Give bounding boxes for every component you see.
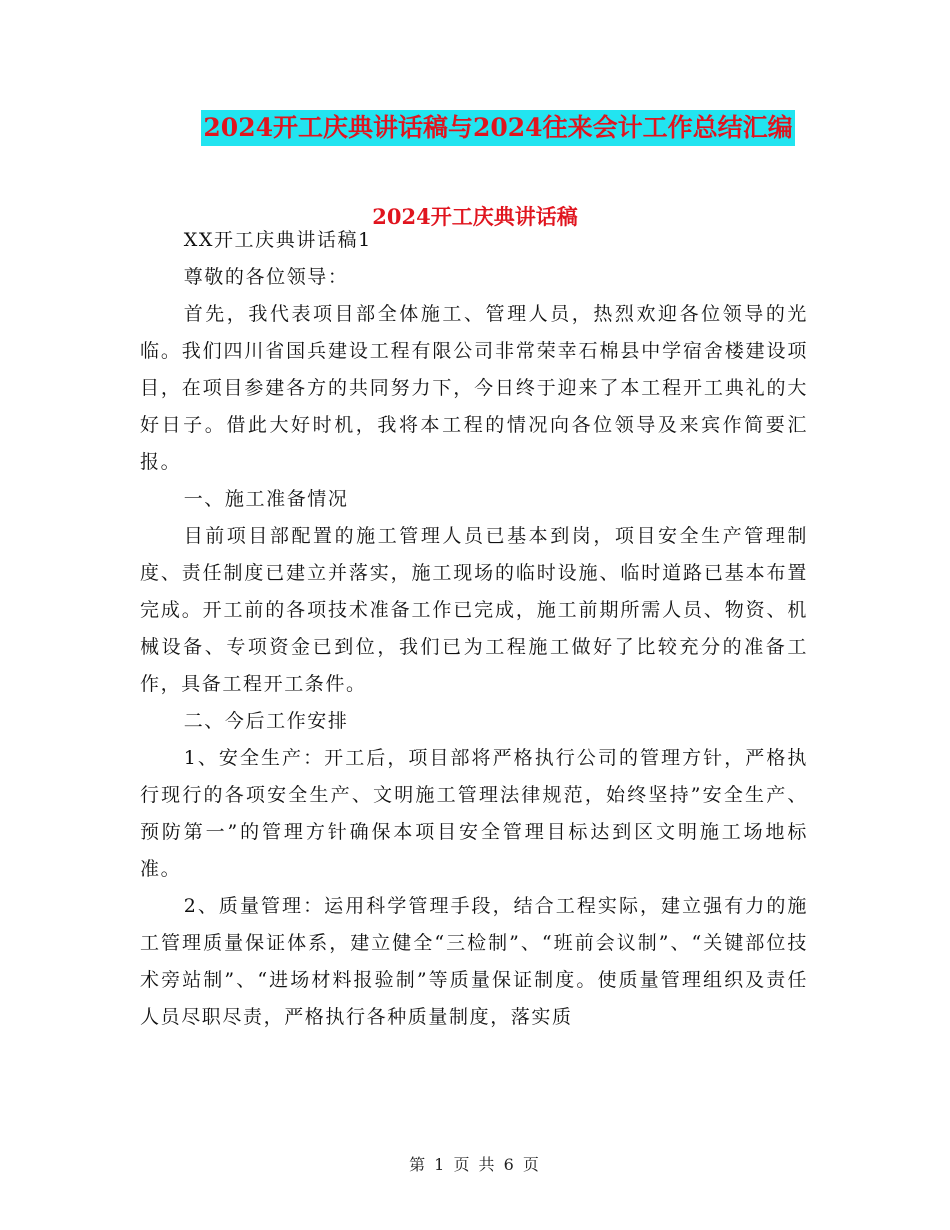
document-title-wrapper bbox=[0, 110, 950, 146]
paragraph: 1、安全生产：开工后，项目部将严格执行公司的管理方针，严格执行现行的各项安全生产、文明施工管理法律规范，始终坚持”安全生产、预防第一”的管理方针确保本项目安全管理目标达到区文明施工场地标准。 bbox=[140, 747, 808, 880]
section-title: 2024开工庆典讲话稿 bbox=[372, 204, 578, 229]
paragraph: 二、今后工作安排 bbox=[183, 710, 349, 732]
paragraph: XX开工庆典讲话稿1 bbox=[183, 229, 372, 251]
paragraph: 尊敬的各位领导： bbox=[183, 266, 349, 288]
paragraph: 首先，我代表项目部全体施工、管理人员，热烈欢迎各位领导的光临。我们四川省国兵建设工程有限公司非常荣幸石棉县中学宿舍楼建设项目，在项目参建各方的共同努力下，今日终于迎来了本工程开工典礼的大好日子。借此大好时机，我将本工程的情况向各位领导及来宾作简要汇报。 bbox=[140, 303, 808, 473]
page-footer: 第 1 页 共 6 页 bbox=[409, 1155, 541, 1174]
paragraph: 2、质量管理：运用科学管理手段，结合工程实际，建立强有力的施工管理质量保证体系，建立健全“三检制”、“班前会议制”、“关键部位技术旁站制”、“进场材料报验制”等质量保证制度。使质量管理组织及责任人员尽职尽责，严格执行各种质量制度，落实质 bbox=[140, 895, 808, 1028]
paragraph: 目前项目部配置的施工管理人员已基本到岗，项目安全生产管理制度、责任制度已建立并落实，施工现场的临时设施、临时道路已基本布置完成。开工前的各项技术准备工作已完成，施工前期所需人员、物资、机械设备、专项资金已到位，我们已为工程施工做好了比较充分的准备工作，具备工程开工条件。 bbox=[140, 525, 808, 695]
document-title: 2024开工庆典讲话稿与2024往来会计工作总结汇编 bbox=[201, 110, 794, 146]
paragraph: 一、施工准备情况 bbox=[183, 488, 349, 510]
document-body bbox=[140, 222, 808, 1036]
